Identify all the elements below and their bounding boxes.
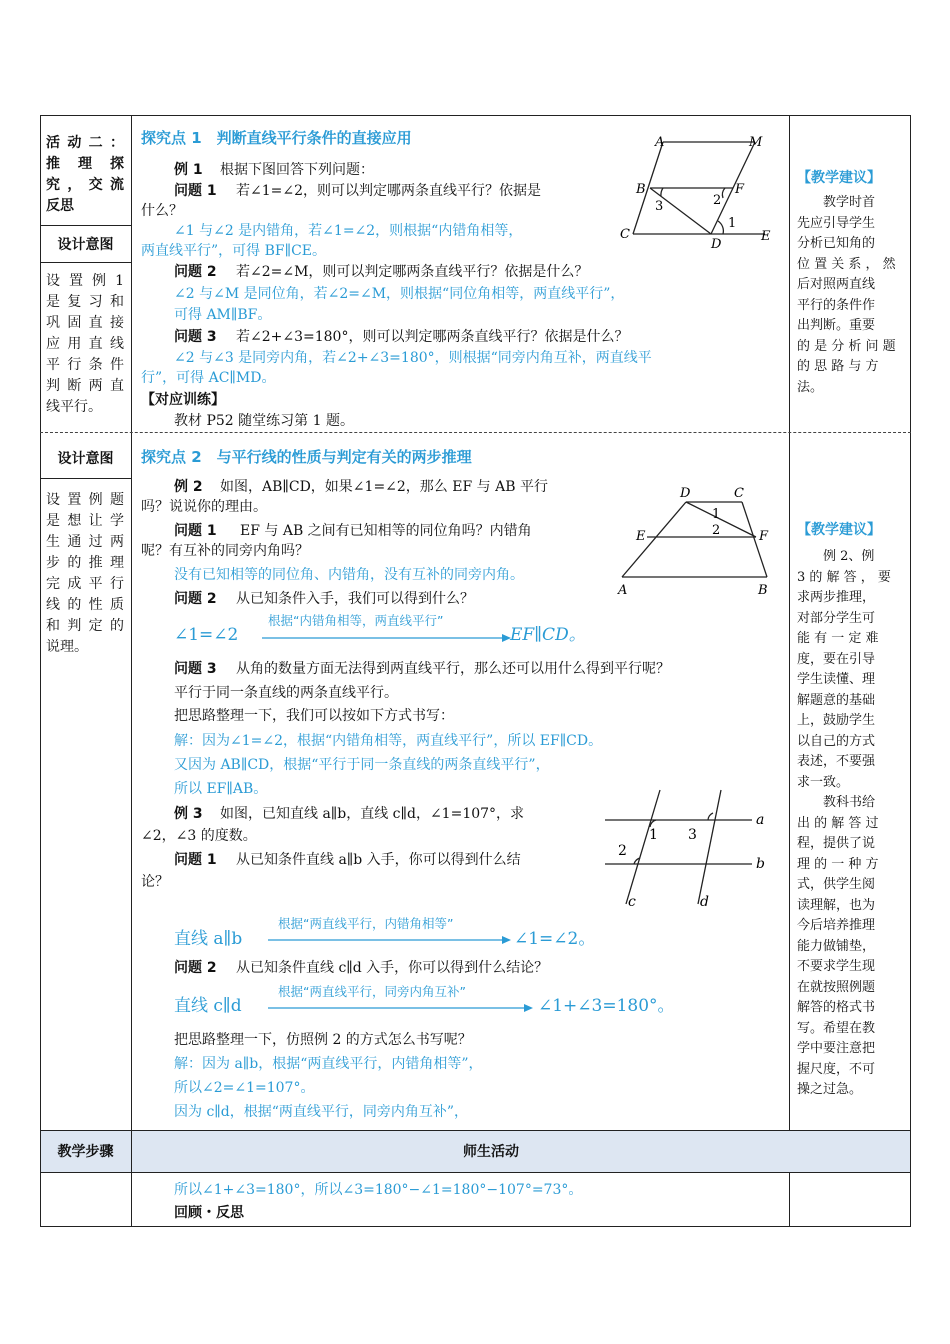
example1-text: 根据下图回答下列问题： — [220, 162, 374, 178]
ex2-q1-line1: EF 与 AB 之间有已知相等的同位角吗？内错角 — [240, 523, 532, 539]
a2-line1: ∠2 与∠M 是同位角，若∠2=∠M，则根据“同位角相等，两直线平行”， — [174, 286, 625, 302]
arrow3-label: 根据“两直线平行，同旁内角互补” — [278, 984, 466, 999]
ex3-q1-label: 问题 1 — [174, 852, 217, 868]
ex2-q2-label: 问题 2 — [174, 591, 217, 607]
suggest-text-1: 教学时首 先应引导学生 分析已知角的 位 置 关 系 ， 然 后对照两直线 平行的条件作 出判断。重要 的 是 分 析 问 题 的 思 路 与 方 法。 — [797, 195, 896, 395]
fig1-label-d: D — [711, 237, 722, 248]
arrow2-right: ∠1=∠2。 — [514, 929, 596, 949]
arrow3-left: 直线 c∥d — [174, 996, 242, 1016]
fig1-label-f: F — [735, 182, 745, 197]
arrow1-label: 根据“内错角相等，两直线平行” — [268, 613, 444, 628]
fig2-label-e: E — [636, 529, 646, 544]
a3-line1: ∠2 与∠3 是同旁内角，若∠2+∠3=180°，则根据“同旁内角互补，两直线平 — [174, 350, 652, 366]
arrow2-label: 根据“两直线平行，内错角相等” — [278, 916, 454, 931]
fig3-label-c: c — [628, 894, 636, 910]
ex2-solution-3: 所以 EF∥AB。 — [174, 781, 268, 797]
review-reflect-heading: 回顾・反思 — [174, 1205, 244, 1221]
fig3-angle-1: 1 — [649, 827, 658, 843]
ex2-organize: 把思路整理一下，我们可以按如下方式书写： — [174, 708, 454, 724]
section2-title: 探究点 2 与平行线的性质与判定有关的两步推理 — [141, 448, 472, 466]
arrow2-graphic — [268, 934, 513, 946]
ex3-q1-line2: 论？ — [141, 874, 169, 890]
q1-text-2: 什么？ — [141, 203, 183, 219]
training-label: 【对应训练】 — [141, 392, 225, 408]
example2-line1: 如图，AB∥CD，如果∠1=∠2，那么 EF 与 AB 平行 — [220, 479, 548, 495]
ex2-a3: 平行于同一条直线的两条直线平行。 — [174, 685, 398, 701]
fig3-angle-3: 3 — [688, 827, 697, 843]
ex2-solution-1: 解：因为∠1=∠2，根据“内错角相等，两直线平行”，所以 EF∥CD。 — [174, 733, 603, 749]
fig2-label-c: C — [734, 486, 744, 501]
fig2-label-f: F — [759, 529, 769, 544]
fig2-label-b: B — [758, 583, 768, 598]
suggest-text-2: 例 2、例 3 的 解 答 ， 要 求两步推理， 对部分学生可 能 有 一 定 难 度，要在引导 学生读懂、理 解题意的基础 上，鼓励学生 以自己的方式 表述，不要强 求一致。 教科书给 出 的 解 答 过 程，提供了说 理 的 一 种 方 式，供学生阅 读理解，也为 今后培养推理 能力做铺垫， 不要求学生现 在就按照例题 解答的格式书 写。希望在教 学中要注意把 握尺度，不可 操之过急。 — [797, 549, 891, 1097]
arrow1-graphic — [262, 632, 512, 644]
ex3-solution-2: 所以∠2=∠1=107°。 — [174, 1080, 315, 1096]
arrow3-right: ∠1+∠3=180°。 — [538, 996, 675, 1016]
ex2-solution-2: 又因为 AB∥CD，根据“平行于同一条直线的两条直线平行”， — [174, 757, 550, 773]
a2-line2: 可得 AM∥BF。 — [174, 307, 272, 323]
a3-line2: 行”，可得 AC∥MD。 — [141, 370, 276, 386]
fig2-angle-2: 2 — [712, 523, 721, 538]
teacher-student-activity-header: 师生活动 — [463, 1144, 519, 1160]
steps-header: 教学步骤 — [57, 1144, 114, 1160]
ex3-solution-1: 解：因为 a∥b，根据“两直线平行，内错角相等”， — [174, 1056, 483, 1072]
fig2-label-d: D — [680, 486, 691, 501]
arrow1-left: ∠1=∠2 — [174, 625, 239, 645]
ex3-solution-3: 因为 c∥d，根据“两直线平行，同旁内角互补”， — [174, 1104, 469, 1120]
training-text: 教材 P52 随堂练习第 1 题。 — [174, 413, 354, 429]
continuation-solution: 所以∠1+∠3=180°，所以∠3=180°−∠1=180°−107°=73°。 — [174, 1182, 583, 1198]
ex2-q3-text: 从角的数量方面无法得到两直线平行，那么还可以用什么得到平行呢？ — [236, 661, 670, 677]
arrow3-graphic — [268, 1002, 538, 1014]
ex3-q2-label: 问题 2 — [174, 960, 217, 976]
suggest-label-2: 【教学建议】 — [797, 522, 881, 538]
example3-line2: ∠2，∠3 的度数。 — [141, 828, 257, 844]
q2-label: 问题 2 — [174, 264, 217, 280]
q2-text: 若∠2=∠M，则可以判定哪两条直线平行？依据是什么？ — [236, 264, 589, 280]
fig3-angle-2: 2 — [618, 843, 627, 859]
figure2-trapezoid — [612, 482, 782, 600]
fig3-label-d: d — [700, 894, 709, 910]
fig2-angle-1: 1 — [712, 507, 721, 522]
q1-label: 问题 1 — [174, 183, 217, 199]
example1-label: 例 1 — [174, 162, 203, 178]
example3-label: 例 3 — [174, 806, 203, 822]
fig3-label-a: a — [756, 812, 765, 828]
fig1-label-m: M — [749, 135, 763, 150]
ex2-q2-text: 从已知条件入手，我们可以得到什么？ — [236, 591, 474, 607]
ex2-q1-label: 问题 1 — [174, 523, 217, 539]
a1-line2: 两直线平行”，可得 BF∥CE。 — [141, 243, 327, 259]
design-intent-label-2: 设计意图 — [57, 451, 114, 467]
figure1-parallelogram — [615, 128, 785, 248]
ex2-a1: 没有已知相等的同位角、内错角，没有互补的同旁内角。 — [174, 567, 524, 583]
fig1-label-a: A — [655, 135, 665, 150]
suggest-label-1: 【教学建议】 — [797, 170, 881, 186]
design-intent-label-1: 设计意图 — [57, 237, 114, 253]
fig1-angle-1: 1 — [728, 216, 737, 231]
q3-text: 若∠2+∠3=180°，则可以判定哪两条直线平行？依据是什么？ — [236, 329, 629, 345]
activity-title: 活动二： 推 理 探 究，交流 反思 — [46, 135, 124, 214]
ex2-q1-line2: 呢？有互补的同旁内角吗？ — [141, 543, 309, 559]
ex3-q1-line1: 从已知条件直线 a∥b 入手，你可以得到什么结 — [236, 852, 521, 868]
figure3-parallel-lines — [600, 782, 780, 914]
arrow1-right: EF∥CD。 — [510, 625, 586, 645]
fig1-label-e: E — [761, 229, 771, 244]
arrow2-left: 直线 a∥b — [174, 929, 243, 949]
ex2-q3-label: 问题 3 — [174, 661, 217, 677]
q3-label: 问题 3 — [174, 329, 217, 345]
ex3-q2-text: 从已知条件直线 c∥d 入手，你可以得到什么结论？ — [236, 960, 549, 976]
fig1-angle-3: 3 — [655, 199, 664, 214]
example2-line2: 吗？说说你的理由。 — [141, 499, 267, 515]
design-intent-2: 设 置 例 题 是 想 让 学 生 通 过 两 步 的 推 理 完 成 平 行 线 的 性 质 和 判 定 的 说理。 — [46, 492, 124, 655]
design-intent-1: 设 置 例 1 是 复 习 和 巩 固 直 接 应 用 直 线 平 行 条 件 判 断 两 直 线平行。 — [46, 273, 124, 415]
fig1-label-b: B — [636, 182, 646, 197]
example2-label: 例 2 — [174, 479, 203, 495]
q1-text: 若∠1=∠2，则可以判定哪两条直线平行？依据是 — [236, 183, 542, 199]
fig3-label-b: b — [756, 856, 765, 872]
fig2-label-a: A — [618, 583, 628, 598]
section1-title: 探究点 1 判断直线平行条件的直接应用 — [141, 129, 412, 147]
example3-line1: 如图，已知直线 a∥b，直线 c∥d，∠1=107°，求 — [220, 806, 525, 822]
ex3-organize: 把思路整理一下，仿照例 2 的方式怎么书写呢？ — [174, 1032, 472, 1048]
fig1-angle-2: 2 — [713, 193, 722, 208]
a1-line1: ∠1 与∠2 是内错角，若∠1=∠2，则根据“内错角相等， — [174, 223, 523, 239]
fig1-label-c: C — [620, 227, 630, 242]
